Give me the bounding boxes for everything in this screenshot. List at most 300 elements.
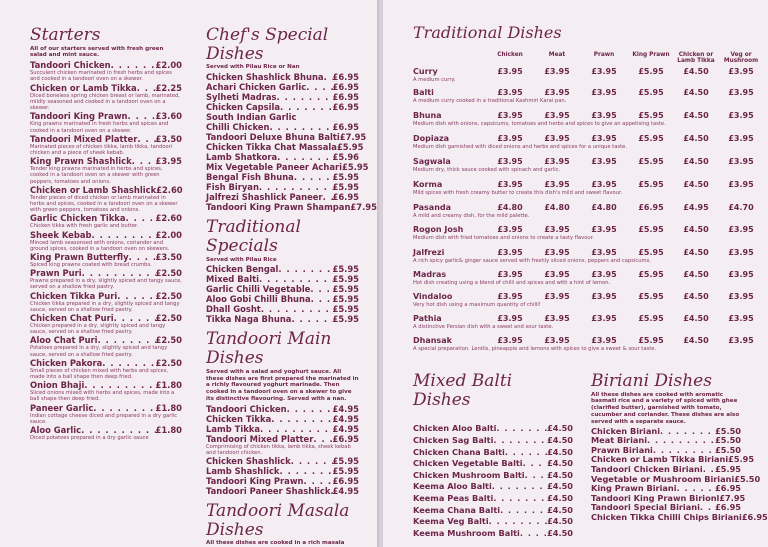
dish-price: £3.95 xyxy=(728,67,754,76)
menu-item xyxy=(206,284,359,294)
menu-item-name: Chicken Tikka Chilli Chips Biriani xyxy=(591,512,742,523)
menu-item-name: Chicken or Lamb Tikka Biriani xyxy=(591,454,729,465)
menu-item-price: £4.50 xyxy=(547,469,573,480)
menu-item-price: £2.50 xyxy=(155,268,182,279)
dish-price: £3.95 xyxy=(591,248,617,257)
menu-right-page xyxy=(383,0,768,547)
dish-price: £3.95 xyxy=(497,67,523,76)
menu-item-name: Keema Chana Balti xyxy=(413,504,501,515)
menu-item xyxy=(30,60,182,70)
menu-item-price: £2.60 xyxy=(156,184,183,195)
dot-leader xyxy=(98,335,156,345)
menu-item-name: Tandoori Mixed Platter xyxy=(30,133,138,144)
dot-leader xyxy=(505,447,547,459)
menu-item xyxy=(30,380,182,390)
menu-item-name: Prawn Puri xyxy=(30,268,82,279)
menu-item-name: Tandoori Chicken Biriani xyxy=(591,464,703,475)
menu-item-name: Mixed Balti xyxy=(206,274,259,285)
dot-leader xyxy=(137,134,155,144)
menu-item xyxy=(413,423,573,435)
dot-leader xyxy=(500,505,547,517)
menu-item-description: Tender king prawns marinated in herbs and spices, cooked in a tandoori oven on a skewer with green peppers, tomatoes and onions. xyxy=(30,166,163,185)
menu-item-price: £2.25 xyxy=(155,82,182,93)
menu-item-price: £4.50 xyxy=(547,504,573,515)
menu-item-price: £3.50 xyxy=(155,251,182,262)
menu-item xyxy=(206,314,359,324)
menu-item xyxy=(206,112,359,122)
dot-leader xyxy=(280,466,333,476)
menu-item-description: Small pieces of chicken mixed with herbs and spices, made into a ball shape then deep fried. xyxy=(30,367,169,380)
menu-item-name: Tikka Naga Bhuna xyxy=(206,314,292,325)
dot-leader xyxy=(311,294,333,304)
dot-leader xyxy=(493,493,547,505)
balti-list xyxy=(413,423,573,539)
menu-item-name: Dhall Gosht xyxy=(206,304,261,315)
dot-leader xyxy=(261,304,333,314)
dish-description: Medium dish with onions, capsicums, tomatoes and herbs and spices to give an appetising taste. xyxy=(413,121,666,127)
biriani-title: Biriani Dishes xyxy=(591,371,712,391)
menu-item xyxy=(30,111,182,121)
dish-price: £3.95 xyxy=(728,134,754,143)
dish-price: £3.95 xyxy=(544,248,570,257)
dish-price: £3.95 xyxy=(497,134,523,143)
dot-leader xyxy=(102,358,155,368)
menu-item-name: Lamb Tikka xyxy=(206,423,260,434)
dish-price: £3.95 xyxy=(544,314,570,323)
dot-leader xyxy=(525,470,547,482)
menu-item-name: Keema Aloo Balti xyxy=(413,481,492,492)
menu-item xyxy=(206,92,359,102)
dot-leader xyxy=(287,404,333,414)
menu-item-name: Tandoori King Prawn Birionl xyxy=(591,492,720,503)
menu-item-price: £7.95 xyxy=(719,492,746,503)
dish-price: £5.95 xyxy=(638,270,664,279)
menu-item xyxy=(413,516,573,528)
menu-item-name: Chicken Bengal xyxy=(206,264,279,275)
dish-name: Vindaloo xyxy=(413,292,453,301)
dish-name: Dopiaza xyxy=(413,134,450,143)
dish-name: Curry xyxy=(413,67,438,76)
menu-item xyxy=(206,274,359,284)
menu-item xyxy=(206,304,359,314)
dot-leader xyxy=(523,458,547,470)
dish-price: £3.95 xyxy=(591,314,617,323)
menu-item-price: £4.50 xyxy=(547,492,573,503)
dot-leader xyxy=(132,156,156,166)
menu-left-page xyxy=(0,0,379,547)
dish-price: £4.50 xyxy=(683,67,709,76)
menu-item-description: Minced lamb seasonsed with onions, coriander and ground spices, cooked in a tandoori oven on skewers. xyxy=(30,239,170,252)
menu-item-description: Chicken tikka with fresh garlic and butter. xyxy=(30,223,139,230)
masala-title: Tandoori Masala Dishes xyxy=(206,501,350,540)
dish-price: £3.95 xyxy=(591,88,617,97)
dish-name: Rogon Josh xyxy=(413,225,464,234)
menu-item-price: £4.95 xyxy=(332,423,359,434)
menu-item-price: £5.50 xyxy=(715,425,741,436)
menu-item-name: Prawn Biriani xyxy=(591,444,653,455)
menu-item-name: Chicken or Lamb Shashlick xyxy=(30,184,157,195)
menu-item xyxy=(206,122,359,132)
menu-item xyxy=(206,142,364,153)
menu-item-price: £5.95 xyxy=(728,454,755,465)
dish-price: £4.50 xyxy=(683,88,709,97)
menu-item-price: £4.50 xyxy=(547,527,573,538)
menu-item xyxy=(30,83,182,93)
dot-leader xyxy=(111,60,156,70)
menu-item-price: £7.95 xyxy=(350,202,377,213)
dish-price: £4.50 xyxy=(683,134,709,143)
column-header: Chicken xyxy=(497,52,523,58)
dish-price: £3.95 xyxy=(591,157,617,166)
menu-item-price: £4.50 xyxy=(547,481,573,492)
dish-name: Jalfrezi xyxy=(413,248,445,257)
dish-price: £3.95 xyxy=(497,314,523,323)
dish-price: £3.95 xyxy=(728,336,754,345)
dot-leader xyxy=(129,252,156,262)
specials-column xyxy=(206,25,377,547)
dish-price: £3.95 xyxy=(728,88,754,97)
menu-item-name: Jalfrezi Shashlick Paneer xyxy=(206,192,323,203)
menu-item-description: Indian cottage cheese diced and prepared in a dry garlic sauce. xyxy=(30,412,178,425)
dish-price: £5.95 xyxy=(638,248,664,257)
menu-item xyxy=(413,493,573,505)
dish-price: £3.95 xyxy=(728,248,754,257)
dish-price: £4.50 xyxy=(683,336,709,345)
specials-title: Traditional Specials xyxy=(206,217,301,256)
biriani-column xyxy=(591,371,768,523)
dish-price: £3.95 xyxy=(728,314,754,323)
dish-price: £3.95 xyxy=(591,225,617,234)
menu-item-name: Lamb Shashlick xyxy=(206,466,280,477)
menu-item-description: Chicken prepared in a dry, slightly spiced and tangy sauce, served on a shallow fried pastry. xyxy=(30,322,166,336)
menu-item xyxy=(413,458,573,470)
dot-leader xyxy=(660,427,715,437)
dish-price: £3.95 xyxy=(544,111,570,120)
menu-item-price: £5.95 xyxy=(336,142,364,153)
dish-price: £3.95 xyxy=(497,248,523,257)
menu-item-price: £6.95 xyxy=(332,192,359,203)
tandoori-main-title: Tandoori Main Dishes xyxy=(206,329,332,369)
dish-price: £3.95 xyxy=(544,225,570,234)
dot-leader xyxy=(117,291,155,301)
menu-item-name: Tandoori Paneer Shashlick xyxy=(206,486,331,497)
menu-item-name: Paneer Garlic xyxy=(30,402,94,413)
menu-item xyxy=(206,414,359,424)
menu-item xyxy=(206,132,367,143)
dish-price: £4.80 xyxy=(544,203,570,212)
dish-description: Medium dish with fried tomatoes and onions to create a tasty flavour. xyxy=(413,235,595,241)
dot-leader xyxy=(277,92,333,102)
dish-description: Mild spices with fresh creamy butter to create this dish's mild and sweet flavour. xyxy=(413,190,623,196)
menu-item-name: Chicken Mushroom Balti xyxy=(413,469,525,480)
dish-price: £3.95 xyxy=(728,157,754,166)
menu-item-name: Tandoori Chicken xyxy=(30,60,111,71)
dish-name: Balti xyxy=(413,88,434,97)
dot-leader xyxy=(259,182,333,192)
dish-price: £3.95 xyxy=(728,111,754,120)
dot-leader xyxy=(259,274,333,284)
dot-leader xyxy=(271,414,332,424)
biriani-intro: All these dishes are cooked with aromatic basmati rice and a variety of spiced with ghee (clarified butter), garnished with tomato, cucumber and coriander. These dishes are also served with a separate sauce. xyxy=(591,391,740,425)
menu-item-price: £4.95 xyxy=(332,413,359,424)
menu-item xyxy=(206,192,359,202)
menu-item xyxy=(413,528,573,540)
menu-item-price: £6.95 xyxy=(715,483,741,494)
menu-item-price: £2.50 xyxy=(155,335,182,346)
dot-leader xyxy=(82,268,156,278)
dish-price: £4.50 xyxy=(683,180,709,189)
menu-item xyxy=(206,404,359,414)
dot-leader xyxy=(493,435,547,447)
menu-item-price: £5.50 xyxy=(715,435,741,446)
menu-item-description: Diced potatoes prepared in a dry garlic sauce xyxy=(30,434,149,441)
menu-item-name: Vegetable or Mushroom Biriani xyxy=(591,473,735,484)
dish-description: A medium curry cooked in a traditional Kashmiri Karai pan. xyxy=(413,98,567,104)
menu-item-price: £5.50 xyxy=(715,444,741,455)
dot-leader xyxy=(291,314,332,324)
menu-item-price: £5.95 xyxy=(332,274,359,285)
menu-item-name: Chicken or Lamb Tikka xyxy=(30,82,137,93)
menu-item-price: £6.95 xyxy=(332,433,359,444)
menu-item-price: £6.95 xyxy=(332,122,359,133)
menu-item-price: £1.80 xyxy=(155,424,182,435)
starters-list xyxy=(30,60,182,441)
menu-item-name: Chicken Shashlick Bhuna xyxy=(206,72,324,83)
menu-item xyxy=(30,425,182,435)
menu-item-name: Tandoori Chicken xyxy=(206,403,287,414)
menu-item xyxy=(413,470,573,482)
tandoori-main-intro: Served with a salad and yoghurt sauce. All these dishes are first prepared the marinated in a richly flavoured yoghurt marinade. Then cooked in a tandoori oven on a skewer to give its distinctive flavouring. Served with a nan. xyxy=(206,368,359,402)
balti-title: Mixed Balti Dishes xyxy=(413,371,513,410)
menu-item-name: Chicken Tikka Puri xyxy=(30,290,118,301)
menu-item xyxy=(30,252,182,262)
dish-description: A medium curry. xyxy=(413,77,456,83)
menu-item-name: Aloo Gobi Chilli Bhuna xyxy=(206,294,311,305)
dish-price: £3.95 xyxy=(544,88,570,97)
menu-item xyxy=(206,476,359,486)
menu-item-name: Meat Biriani xyxy=(591,435,648,446)
menu-item-price: £5.95 xyxy=(332,264,359,275)
menu-item-price: £4.50 xyxy=(547,458,573,469)
menu-item xyxy=(206,162,369,173)
menu-item-name: Chicken Tikka Chat Massala xyxy=(206,142,337,153)
dish-price: £5.95 xyxy=(638,314,664,323)
menu-item-name: Chicken Capsila xyxy=(206,102,281,113)
menu-item-price: £5.50 xyxy=(734,473,761,484)
dish-price: £5.95 xyxy=(638,67,664,76)
menu-item-description: Tender pieces of diced chicken or lamb marinated in herbs and spices, cooked in a tandoori oven on a skewer with green peppers, tomatoes and onions. xyxy=(30,194,178,214)
menu-item-name: Chilli Chicken xyxy=(206,122,270,133)
menu-item-name: Aloo Chat Puri xyxy=(30,335,98,346)
menu-item-name: Chicken Shashlick xyxy=(206,456,291,467)
menu-item-price: £6.95 xyxy=(741,512,768,523)
menu-item-name: Onion Bhaji xyxy=(30,380,85,391)
menu-item-name: Chicken Tikka xyxy=(206,413,272,424)
menu-item-price: £6.95 xyxy=(332,72,359,83)
dot-leader xyxy=(520,528,547,540)
dish-name: Dhansak xyxy=(413,336,452,345)
menu-item-name: Sylheti Madras xyxy=(206,92,277,103)
dish-price: £3.95 xyxy=(544,292,570,301)
menu-item-price: £4.50 xyxy=(547,446,573,457)
dish-price: £5.95 xyxy=(638,111,664,120)
dish-price: £3.95 xyxy=(544,336,570,345)
menu-item-name: Aloo Garlic xyxy=(30,424,82,435)
menu-item-price: £7.95 xyxy=(339,132,367,143)
menu-item-price: £4.50 xyxy=(547,423,573,434)
menu-item-price: £5.95 xyxy=(332,304,359,315)
menu-item-price: £5.95 xyxy=(332,182,359,193)
menu-item-name: Chicken Pakora xyxy=(30,357,103,368)
menu-item xyxy=(30,291,182,301)
menu-item xyxy=(413,435,573,447)
menu-item-price: £5.96 xyxy=(332,152,359,163)
menu-item xyxy=(30,335,182,345)
menu-item-name: Garlic Chicken Tikka xyxy=(30,213,126,224)
menu-item-name: Lamb Shatkora xyxy=(206,152,278,163)
menu-item-price: £2.50 xyxy=(155,312,182,323)
dish-price: £6.95 xyxy=(638,203,664,212)
biriani-list xyxy=(591,425,768,523)
dish-description: A rich spicy garlic& ginger sauce served with freshly sliced onions, peppers and capsicums. xyxy=(413,258,651,264)
dish-price: £4.50 xyxy=(683,225,709,234)
menu-item-price: £6.95 xyxy=(332,92,359,103)
dot-leader xyxy=(137,83,156,93)
dish-price: £3.95 xyxy=(728,292,754,301)
menu-item xyxy=(206,466,359,476)
dish-price: £3.95 xyxy=(728,225,754,234)
dish-name: Sagwala xyxy=(413,157,451,166)
menu-item-price: £4.50 xyxy=(547,434,573,445)
dish-price: £3.95 xyxy=(544,270,570,279)
menu-item-price: £2.50 xyxy=(155,290,182,301)
dish-name: Madras xyxy=(413,270,447,279)
dish-price: £4.70 xyxy=(728,203,754,212)
dish-price: £4.80 xyxy=(497,203,523,212)
chefs-list xyxy=(206,72,377,213)
menu-item-name: Tandoori King Prawn Shampan xyxy=(206,202,351,213)
menu-item-price: £5.95 xyxy=(332,456,359,467)
dot-leader xyxy=(269,122,332,132)
menu-item-name: Chicken Sag Balti xyxy=(413,434,494,445)
dish-description: Hot dish creating using a blend of chilli and spices and with a hint of lemon. xyxy=(413,280,611,286)
menu-item-name: Tandoori King Prawn xyxy=(30,111,128,122)
starters-title: Starters xyxy=(30,25,101,45)
menu-item-name: King Prawn Biriani xyxy=(591,483,677,494)
menu-item-name: Keema Peas Balti xyxy=(413,492,494,503)
dish-price: £5.95 xyxy=(638,134,664,143)
menu-item-description: Diced boneless spring chicken breast or lamb, marinated, mildly seasoned and cooked in a tandoori oven on a skewer. xyxy=(30,92,180,112)
dish-price: £3.95 xyxy=(497,292,523,301)
menu-item-name: Chicken Chana Balti xyxy=(413,446,505,457)
menu-item xyxy=(206,264,359,274)
menu-item-price: £6.95 xyxy=(332,102,359,113)
column-header: Veg or Mushroom xyxy=(723,52,759,65)
menu-item-price: £5.95 xyxy=(332,284,359,295)
dish-name: Korma xyxy=(413,180,443,189)
dot-leader xyxy=(84,380,155,390)
column-header: Chicken or Lamb Tikka xyxy=(677,52,715,65)
dot-leader xyxy=(128,111,156,121)
menu-item-price: £6.95 xyxy=(715,502,741,513)
dot-leader xyxy=(324,72,333,82)
menu-item-name: Mix Vegetable Paneer Achari xyxy=(206,162,343,173)
dot-leader xyxy=(92,230,156,240)
dot-leader xyxy=(489,516,547,528)
menu-item-name: Bengal Fish Bhuna xyxy=(206,172,294,183)
menu-item xyxy=(30,230,182,240)
menu-item-price: £5.95 xyxy=(332,466,359,477)
dish-price: £3.95 xyxy=(591,292,617,301)
menu-item-price: £3.50 xyxy=(155,133,182,144)
dot-leader xyxy=(81,425,155,435)
menu-item xyxy=(30,213,182,223)
menu-item-name: Keema Veg Balti xyxy=(413,516,489,527)
dish-price: £4.80 xyxy=(591,203,617,212)
dot-leader xyxy=(304,476,333,486)
dish-price: £5.95 xyxy=(638,292,664,301)
chefs-title: Chef's Special Dishes xyxy=(206,25,329,64)
menu-item xyxy=(30,403,182,413)
dish-price: £3.95 xyxy=(497,157,523,166)
menu-item-name: King Prawn Shashlick xyxy=(30,156,132,167)
menu-item xyxy=(206,424,359,434)
column-header: King Prawn xyxy=(632,52,670,58)
starters-column xyxy=(30,26,182,441)
dish-description: A distinctive Persian dish with a sweet and sour taste. xyxy=(413,324,554,330)
dish-description: A special preparation. Lentils, pineapple and lemons with spices to give a sweet & sour taste. xyxy=(413,346,657,352)
dot-leader xyxy=(280,102,332,112)
menu-item-price: £3.60 xyxy=(155,111,182,122)
menu-item xyxy=(206,172,359,182)
menu-item-price: £1.80 xyxy=(155,402,182,413)
menu-item-price: £2.00 xyxy=(155,229,182,240)
menu-item xyxy=(206,182,359,192)
menu-item xyxy=(413,505,573,517)
dot-leader xyxy=(294,172,333,182)
menu-item xyxy=(413,481,573,493)
menu-item-price: £2.00 xyxy=(155,60,182,71)
dot-leader xyxy=(126,213,156,223)
menu-item-name: Tandoori Special Biriani xyxy=(591,502,700,513)
menu-item-name: Chicken Chat Puri xyxy=(30,312,114,323)
menu-item xyxy=(206,82,359,92)
menu-item-name: South Indian Garlic xyxy=(206,112,297,123)
dot-leader xyxy=(492,481,547,493)
dot-leader xyxy=(114,313,156,323)
menu-item-description: Succulent chicken marinated in fresh herbs and spices and cooked in a tandoori oven on a skewer. xyxy=(30,70,172,83)
dish-description: Medium dry, thick sauce cooked with spinach and garlic. xyxy=(413,167,561,173)
menu-item-name: Sheek Kebab xyxy=(30,229,92,240)
menu-item-price: £5.95 xyxy=(332,314,359,325)
dish-price: £3.95 xyxy=(497,111,523,120)
menu-item xyxy=(413,447,573,459)
menu-item-price: £5.95 xyxy=(715,464,741,475)
menu-item-name: Achari Chicken Garlic xyxy=(206,82,307,93)
menu-item xyxy=(591,512,768,523)
dish-price: £5.95 xyxy=(638,180,664,189)
menu-item xyxy=(30,358,182,368)
menu-item xyxy=(30,268,182,278)
dish-price: £3.95 xyxy=(591,336,617,345)
balti-column xyxy=(413,372,573,539)
dish-price: £5.95 xyxy=(638,157,664,166)
menu-item-price: £3.95 xyxy=(155,156,182,167)
menu-item-price: £4.95 xyxy=(332,403,359,414)
dish-price: £5.95 xyxy=(638,336,664,345)
dish-description: A mild and creamy dish, for the mild palette. xyxy=(413,213,530,219)
menu-item-name: Tandoori King Prawn xyxy=(206,476,304,487)
